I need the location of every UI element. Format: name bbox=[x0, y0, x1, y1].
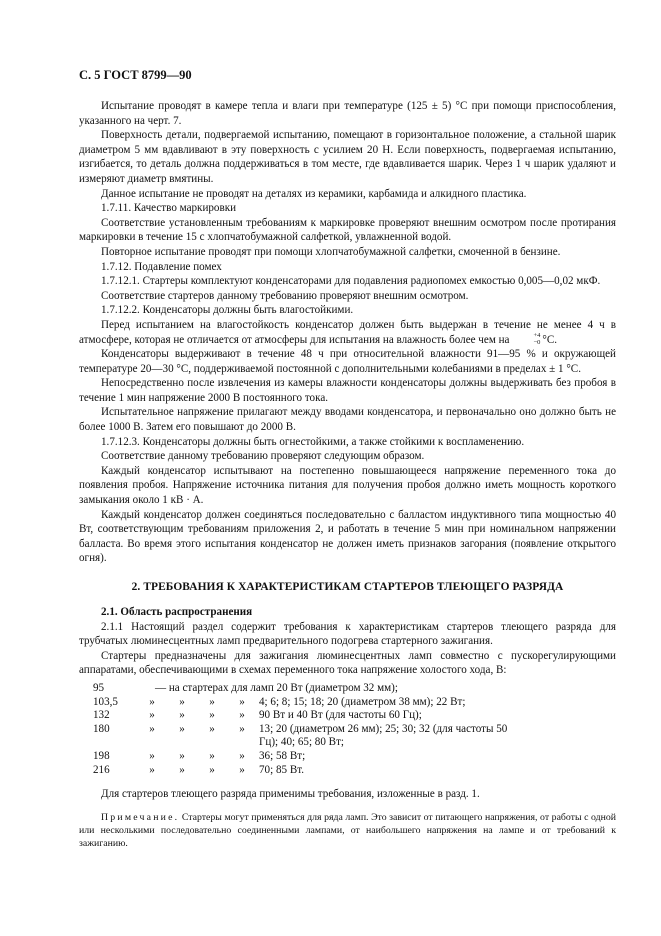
lamp-description: 13; 20 (диаметром 26 мм); 25; 30; 32 (для частоты 50 Гц); 40; 65; 80 Вт; bbox=[259, 722, 508, 749]
paragraph: Соответствие установленным требованиям к маркировке проверяют внешним осмотром после протирания маркировки в течение 15 с хлопчатобумажной салфеткой, увлажненной водой. bbox=[79, 216, 616, 244]
lamp-description: — на стартерах для ламп 20 Вт (диаметром 32 мм); bbox=[155, 681, 398, 694]
ditto-mark: » bbox=[179, 722, 185, 735]
ditto-mark: » bbox=[179, 749, 185, 762]
tolerance-text-after: °С. bbox=[542, 333, 557, 346]
document-page bbox=[79, 68, 616, 850]
tolerance-minus: −0 bbox=[533, 338, 541, 346]
lamp-description: 36; 58 Вт; bbox=[259, 749, 306, 762]
paragraph: Непосредственно после извлечения из камеры влажности конденсаторы должны выдерживать без пробоя в течение 1 мин напряжение 2000 В постоянного тока. bbox=[79, 377, 616, 404]
paragraph: Для стартеров тлеющего разряда применимы требования, изложенные в разд. 1. bbox=[101, 788, 480, 801]
ditto-mark: » bbox=[239, 749, 245, 762]
voltage-value: 216 bbox=[93, 763, 110, 776]
paragraph: Соответствие данному требованию проверяют следующим образом. bbox=[101, 450, 425, 463]
table-row bbox=[93, 750, 533, 764]
note-text: Стартеры могут применяться для ряда ламп. Это зависит от питающего напряжения, от работы с одной или несколькими последовательно соединенными лампами, от наибольшего напряжения на лампе и от требований к зажиганию. bbox=[79, 811, 616, 849]
ditto-mark: » bbox=[149, 749, 155, 762]
table-row bbox=[93, 682, 533, 696]
table-row bbox=[93, 709, 533, 723]
paragraph: Поверхность детали, подвергаемой испытанию, помещают в горизонтальное положение, а стальной шарик диаметром 5 мм вдавливают в эту поверхность с усилием 20 Н. Если поверхность, подвергаемая испытанию, изгибается, то деталь должна поддерживаться в том месте, где вдавливается шарик. Через 1 ч шарик удаляют и измеряют диаметр вмятины. bbox=[79, 129, 616, 185]
ditto-mark: » bbox=[179, 709, 185, 722]
ditto-mark: » bbox=[239, 763, 245, 776]
ditto-mark: » bbox=[209, 695, 215, 708]
voltage-value: 198 bbox=[93, 749, 110, 762]
paragraph-tolerance bbox=[79, 318, 616, 347]
paragraph: Данное испытание не проводят на деталях из керамики, карбамида и алкидного пластика. bbox=[101, 187, 527, 200]
ditto-mark: » bbox=[209, 722, 215, 735]
lamp-description: 90 Вт и 40 Вт (для частоты 60 Гц); bbox=[259, 709, 422, 722]
paragraph: 2.1.1 Настоящий раздел содержит требования к характеристикам стартеров тлеющего разряда для трубчатых люминесцентных ламп предварительного подогрева стартерного зажигания. bbox=[79, 620, 616, 648]
paragraph: Соответствие стартеров данному требованию проверяют внешним осмотром. bbox=[101, 289, 469, 302]
section-title: 2. ТРЕБОВАНИЯ К ХАРАКТЕРИСТИКАМ СТАРТЕРОВ ТЛЕЮЩЕГО РАЗРЯДА bbox=[131, 581, 564, 593]
subsection-title: 2.1. Область распространения bbox=[101, 606, 253, 618]
note bbox=[79, 811, 616, 850]
ditto-mark: » bbox=[149, 695, 155, 708]
paragraph: Повторное испытание проводят при помощи хлопчатобумажной салфетки, смоченной в бензине. bbox=[101, 245, 561, 258]
voltage-value: 180 bbox=[93, 722, 110, 735]
ditto-mark: » bbox=[209, 709, 215, 722]
ditto-mark: » bbox=[239, 695, 245, 708]
lamp-description: 4; 6; 8; 15; 18; 20 (диаметром 38 мм); 22 Вт; bbox=[259, 695, 466, 708]
tolerance-text-before: Перед испытанием на влагостойкость конденсатор должен быть выдержан в течение не менее 4 ч в атмосфере, которая не отличается от атмосферы для испытания на влажность более чем на bbox=[79, 318, 616, 346]
ditto-mark: » bbox=[179, 763, 185, 776]
table-row bbox=[93, 723, 533, 750]
table-row bbox=[93, 764, 533, 778]
note-label: Примечание. bbox=[101, 811, 180, 823]
paragraph: 1.7.12.3. Конденсаторы должны быть огнестойкими, а также стойкими к воспламенению. bbox=[101, 435, 525, 448]
ditto-mark: » bbox=[149, 722, 155, 735]
voltage-value: 103,5 bbox=[93, 695, 118, 708]
ditto-mark: » bbox=[239, 722, 245, 735]
paragraph: Стартеры предназначены для зажигания люминесцентных ламп совместно с пускорегулирующими аппаратами, обеспечивающими в схемах переменного тока напряжение холостого хода, В: bbox=[79, 649, 616, 677]
paragraph: Каждый конденсатор испытывают на постепенно повышающееся напряжение переменного тока до появления пробоя. Напряжение источника питания для получения пробоя должно иметь мощность короткого замыкания около 1 кВ · А. bbox=[79, 464, 616, 507]
paragraph: 1.7.12.2. Конденсаторы должны быть влагостойкими. bbox=[101, 304, 354, 317]
paragraph: Испытательное напряжение прилагают между вводами конденсатора, и первоначально оно должно быть не более 1000 В. Затем его повышают до 2000 В. bbox=[79, 406, 616, 434]
voltage-table bbox=[93, 682, 533, 777]
ditto-mark: » bbox=[239, 709, 245, 722]
paragraph: 1.7.12.1. Стартеры комплектуют конденсаторами для подавления радиопомех емкостью 0,005—0,02 мкФ. bbox=[101, 275, 601, 288]
page-header: С. 5 ГОСТ 8799—90 bbox=[79, 68, 192, 82]
clause-heading: 1.7.12. Подавление помех bbox=[101, 260, 222, 273]
ditto-mark: » bbox=[149, 709, 155, 722]
tolerance-plus: +4 bbox=[533, 332, 541, 340]
paragraph: Конденсаторы выдерживают в течение 48 ч при относительной влажности 91—95 % и окружающей температуре 20—30 °С, поддерживаемой постоянной с дополнительными колебаниями в пределах ± 1 °С. bbox=[79, 348, 616, 375]
lamp-description: 70; 85 Вт. bbox=[259, 763, 305, 776]
paragraph: Каждый конденсатор должен соединяться последовательно с балластом индуктивного типа мощностью 40 Вт, соответствующим требованиям приложения 2, и работать в течение 5 мин при номинальном напряжении балласта. Во время этого испытания конденсатор не должен иметь признаков загорания (появление открытого огня). bbox=[79, 508, 616, 565]
ditto-mark: » bbox=[209, 749, 215, 762]
table-row bbox=[93, 696, 533, 710]
paragraph: Испытание проводят в камере тепла и влаги при температуре (125 ± 5) °С при помощи приспособления, указанного на черт. 7. bbox=[79, 100, 616, 127]
clause-heading: 1.7.11. Качество маркировки bbox=[101, 202, 237, 215]
voltage-value: 95 bbox=[93, 681, 105, 694]
ditto-mark: » bbox=[179, 695, 185, 708]
ditto-mark: » bbox=[149, 763, 155, 776]
ditto-mark: » bbox=[209, 763, 215, 776]
voltage-value: 132 bbox=[93, 709, 110, 722]
tolerance-value bbox=[511, 333, 540, 346]
